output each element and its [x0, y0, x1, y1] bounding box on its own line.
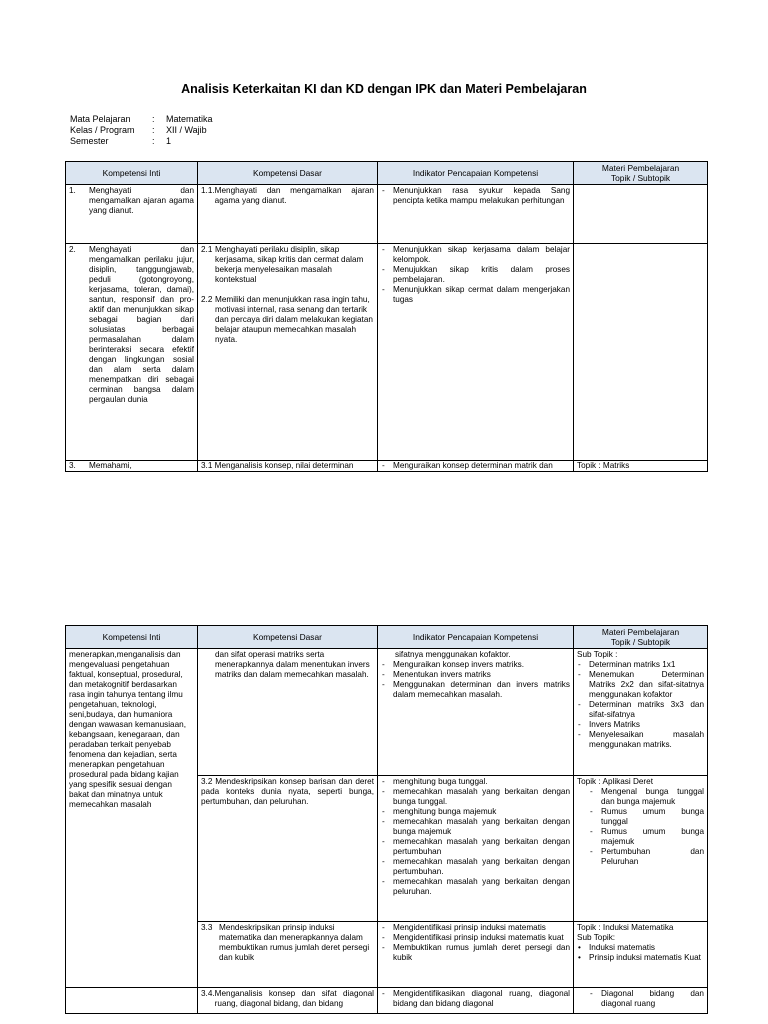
ki-text: Menghayati dan mengamalkan ajaran agama yang dianut. — [89, 186, 194, 215]
table-header-row — [66, 162, 708, 185]
ipk-continuation: sifatnya menggunakan kofaktor. — [395, 650, 511, 659]
list-item: - menghitung buga tunggal. — [381, 777, 570, 787]
list-item: - Invers Matriks — [577, 720, 704, 730]
meta-separator: : — [152, 114, 155, 124]
header-materi-line-1: Materi Pembelajaran — [601, 627, 680, 637]
ki-cell — [66, 649, 198, 988]
ipk-cell — [378, 185, 574, 244]
materi-cell — [574, 922, 708, 988]
meta-label: Semester — [70, 136, 109, 146]
header-kd: Kompetensi Dasar — [198, 162, 378, 185]
ipk-cell — [378, 461, 574, 472]
materi-list — [577, 989, 704, 1009]
table-row — [66, 244, 708, 461]
header-ki: Kompetensi Inti — [66, 626, 198, 649]
materi-list — [577, 943, 704, 963]
ipk-list — [381, 186, 570, 206]
materi-cell — [574, 776, 708, 922]
ipk-list — [381, 660, 570, 700]
materi-topic: Topik : Matriks — [577, 461, 630, 470]
header-materi — [574, 626, 708, 649]
list-item: - Menemukan Determinan Matriks 2x2 dan sifat-sitatnya menggunakan kofaktor — [577, 670, 704, 700]
header-materi-line-1: Materi Pembelajaran — [601, 163, 680, 173]
ki-cell — [66, 461, 198, 472]
kd-cell — [198, 461, 378, 472]
meta-value: Matematika — [166, 114, 213, 124]
materi-title: Sub Topik : — [577, 650, 618, 659]
table-row — [66, 461, 708, 472]
ki-number: 1. — [69, 186, 76, 195]
kd-text: Menghayati dan mengamalkan ajaran agama yang dianut. — [214, 186, 374, 205]
materi-cell — [574, 244, 708, 461]
list-item: - Pertumbuhan dan Peluruhan — [589, 847, 704, 867]
ki-number: 3. — [69, 461, 76, 470]
kd-number: 2.2 — [201, 295, 213, 304]
materi-subtitle: Sub Topik: — [577, 933, 616, 942]
kd-text: 3.2 Mendeskripsikan konsep barisan dan deret pada konteks dunia nyata, seperti bunga, pertumbuhan, dan peluruhan. — [201, 777, 374, 806]
kd-cell — [198, 649, 378, 776]
list-item: - memecahkan masalah yang berkaitan dengan bunga majemuk — [381, 817, 570, 837]
materi-cell — [574, 988, 708, 1014]
kd-item — [201, 295, 374, 345]
list-item: - Menguraikan konsep invers matriks. — [381, 660, 570, 670]
ipk-list — [381, 245, 570, 305]
meta-value: XII / Wajib — [166, 125, 207, 135]
meta-label: Mata Pelajaran — [70, 114, 131, 124]
kd-text: Menghayati perilaku disiplin, sikap kerjasama, sikap kritis dan cermat dalam bekerja menyelesaikan masalah kontekstual — [215, 245, 364, 284]
analysis-table-page-2 — [65, 625, 708, 1014]
table-row — [66, 649, 708, 776]
kd-item — [201, 245, 374, 285]
ki-text: menerapkan,menganalisis dan mengevaluasi pengetahuan faktual, konseptual, prosedural, dan metakognitif berdasarkan rasa ingin tahunya tentang ilmu pengetahuan, teknologi, seni,budaya, dan humaniora dengan wawasan kemanusiaan, kebangsaan, kenegaraan, dan peradaban terkait penyebab fenomena dan kejadian, serta menerapkan pengetahuan prosedural pada bidang kajian yang spesifik sesuai dengan bakat dan minatnya untuk memecahkan masalah — [69, 650, 186, 809]
list-item: - Menunjukkan sikap cermat dalam mengerjakan tugas — [381, 285, 570, 305]
ipk-list — [381, 989, 570, 1009]
list-item: - menghitung bunga majemuk — [381, 807, 570, 817]
ipk-list — [381, 461, 570, 471]
analysis-table-page-1 — [65, 161, 708, 472]
kd-text: Mendeskripsikan prinsip induksi matematika dan menerapkannya dalam membuktikan rumus jumlah deret persegi dan kubik — [219, 923, 370, 962]
list-item: - Menunjukkan rasa syukur kepada Sang pencipta ketika mampu melakukan perhitungan — [381, 186, 570, 206]
list-item: - memecahkan masalah yang berkaitan dengan bunga tunggal. — [381, 787, 570, 807]
list-item: - memecahkan masalah yang berkaitan dengan pertumbuhan — [381, 837, 570, 857]
ki-text: Menghayati dan mengamalkan perilaku jujur, disiplin, tanggungjawab, peduli (gotongroyong, kerjasama, toleran, damai), santun, responsif dan pro-aktif dan menunjukkan sikap sebagai bagian dari solusiatas berbagai permasalahan dalam berinteraksi secara efektif dengan lingkungan sosial dan alam serta dalam menempatkan diri sebagai cerminan bangsa dalam pergaulan dunia — [89, 245, 194, 404]
ipk-cell — [378, 922, 574, 988]
kd-number: 2.1 — [201, 245, 213, 254]
list-item: - Menunjukkan sikap kerjasama dalam belajar kelompok. — [381, 245, 570, 265]
meta-row-semester — [70, 136, 213, 147]
list-item: - Menentukan invers matriks — [381, 670, 570, 680]
kd-cell — [198, 185, 378, 244]
materi-list — [577, 787, 704, 867]
materi-cell — [574, 185, 708, 244]
meta-separator: : — [152, 136, 155, 146]
list-item: - Mengidentifikasi prinsip induksi matematis kuat — [381, 933, 570, 943]
kd-cell — [198, 922, 378, 988]
list-item: - Mengenal bunga tunggal dan bunga majemuk — [589, 787, 704, 807]
kd-number: 1.1. — [201, 186, 215, 195]
ki-cell — [66, 185, 198, 244]
kd-cell — [198, 244, 378, 461]
meta-row-class — [70, 125, 213, 136]
ipk-cell — [378, 776, 574, 922]
ipk-cell — [378, 244, 574, 461]
header-materi-line-2: Topik / Subtopik — [610, 173, 671, 183]
list-item: • Prinsip induksi matematis Kuat — [577, 953, 704, 963]
ipk-cell — [378, 988, 574, 1014]
kd-number: 3.3 — [201, 923, 213, 932]
list-item: - Rumus umum bunga tunggal — [589, 807, 704, 827]
table-header-row — [66, 626, 708, 649]
list-item: - Membuktikan rumus jumlah deret persegi dan kubik — [381, 943, 570, 963]
table-row — [66, 988, 708, 1014]
kd-text: Memiliki dan menunjukkan rasa ingin tahu, motivasi internal, rasa senang dan tertarik dan percaya diri dalam melakukan kegiatan belajar ataupun memecahkan masalah nyata. — [215, 295, 373, 344]
document-meta — [70, 114, 213, 147]
list-item: - Menujukkan sikap kritis dalam proses pembelajaran. — [381, 265, 570, 285]
list-item: • Induksi matematis — [577, 943, 704, 953]
meta-label: Kelas / Program — [70, 125, 135, 135]
list-item: - Mengidentifikasi prinsip induksi matematis — [381, 923, 570, 933]
header-materi-line-2: Topik / Subtopik — [610, 637, 671, 647]
ipk-list — [381, 777, 570, 897]
materi-title: Topik : Induksi Matematika — [577, 923, 674, 932]
ki-cell — [66, 988, 198, 1014]
header-kd: Kompetensi Dasar — [198, 626, 378, 649]
document-title: Analisis Keterkaitan KI dan KD dengan IPK dan Materi Pembelajaran — [181, 82, 587, 96]
list-item: - Diagonal bidang dan diagonal ruang — [589, 989, 704, 1009]
header-ki: Kompetensi Inti — [66, 162, 198, 185]
list-item: - Menyelesaikan masalah menggunakan matriks. — [577, 730, 704, 750]
ipk-cell — [378, 649, 574, 776]
kd-text: 3.1 Menganalisis konsep, nilai determinan — [201, 461, 354, 470]
meta-row-subject — [70, 114, 213, 125]
kd-cell — [198, 988, 378, 1014]
ki-text: Memahami, — [89, 461, 132, 470]
list-item: - Determinan matriks 1x1 — [577, 660, 704, 670]
list-item: - Mengidentifikasikan diagonal ruang, diagonal bidang dan bidang diagonal — [381, 989, 570, 1009]
list-item: - memecahkan masalah yang berkaitan dengan pertumbuhan. — [381, 857, 570, 877]
ipk-list — [381, 923, 570, 963]
list-item: - Determinan matriks 3x3 dan sifat-sifatnya — [577, 700, 704, 720]
materi-cell — [574, 461, 708, 472]
header-materi — [574, 162, 708, 185]
ki-number: 2. — [69, 245, 76, 254]
kd-text: dan sifat operasi matriks serta menerapkannya dalam menentukan invers matriks dan dalam memecahkan masalah. — [215, 650, 370, 679]
kd-cell — [198, 776, 378, 922]
materi-title: Topik : Aplikasi Deret — [577, 777, 653, 786]
kd-number: 3.4. — [201, 989, 215, 998]
header-ipk: Indikator Pencapaian Kompetensi — [378, 162, 574, 185]
materi-cell — [574, 649, 708, 776]
kd-text: Menganalisis konsep dan sifat diagonal ruang, diagonal bidang, dan bidang — [214, 989, 374, 1008]
list-item: - memecahkan masalah yang berkaitan dengan peluruhan. — [381, 877, 570, 897]
meta-separator: : — [152, 125, 155, 135]
ki-cell — [66, 244, 198, 461]
header-ipk: Indikator Pencapaian Kompetensi — [378, 626, 574, 649]
list-item: - Menguraikan konsep determinan matrik dan — [381, 461, 570, 471]
meta-value: 1 — [166, 136, 172, 146]
list-item: - Menggunakan determinan dan invers matriks dalam memecahkan masalah. — [381, 680, 570, 700]
list-item: - Rumus umum bunga majemuk — [589, 827, 704, 847]
materi-list — [577, 660, 704, 750]
table-row — [66, 185, 708, 244]
